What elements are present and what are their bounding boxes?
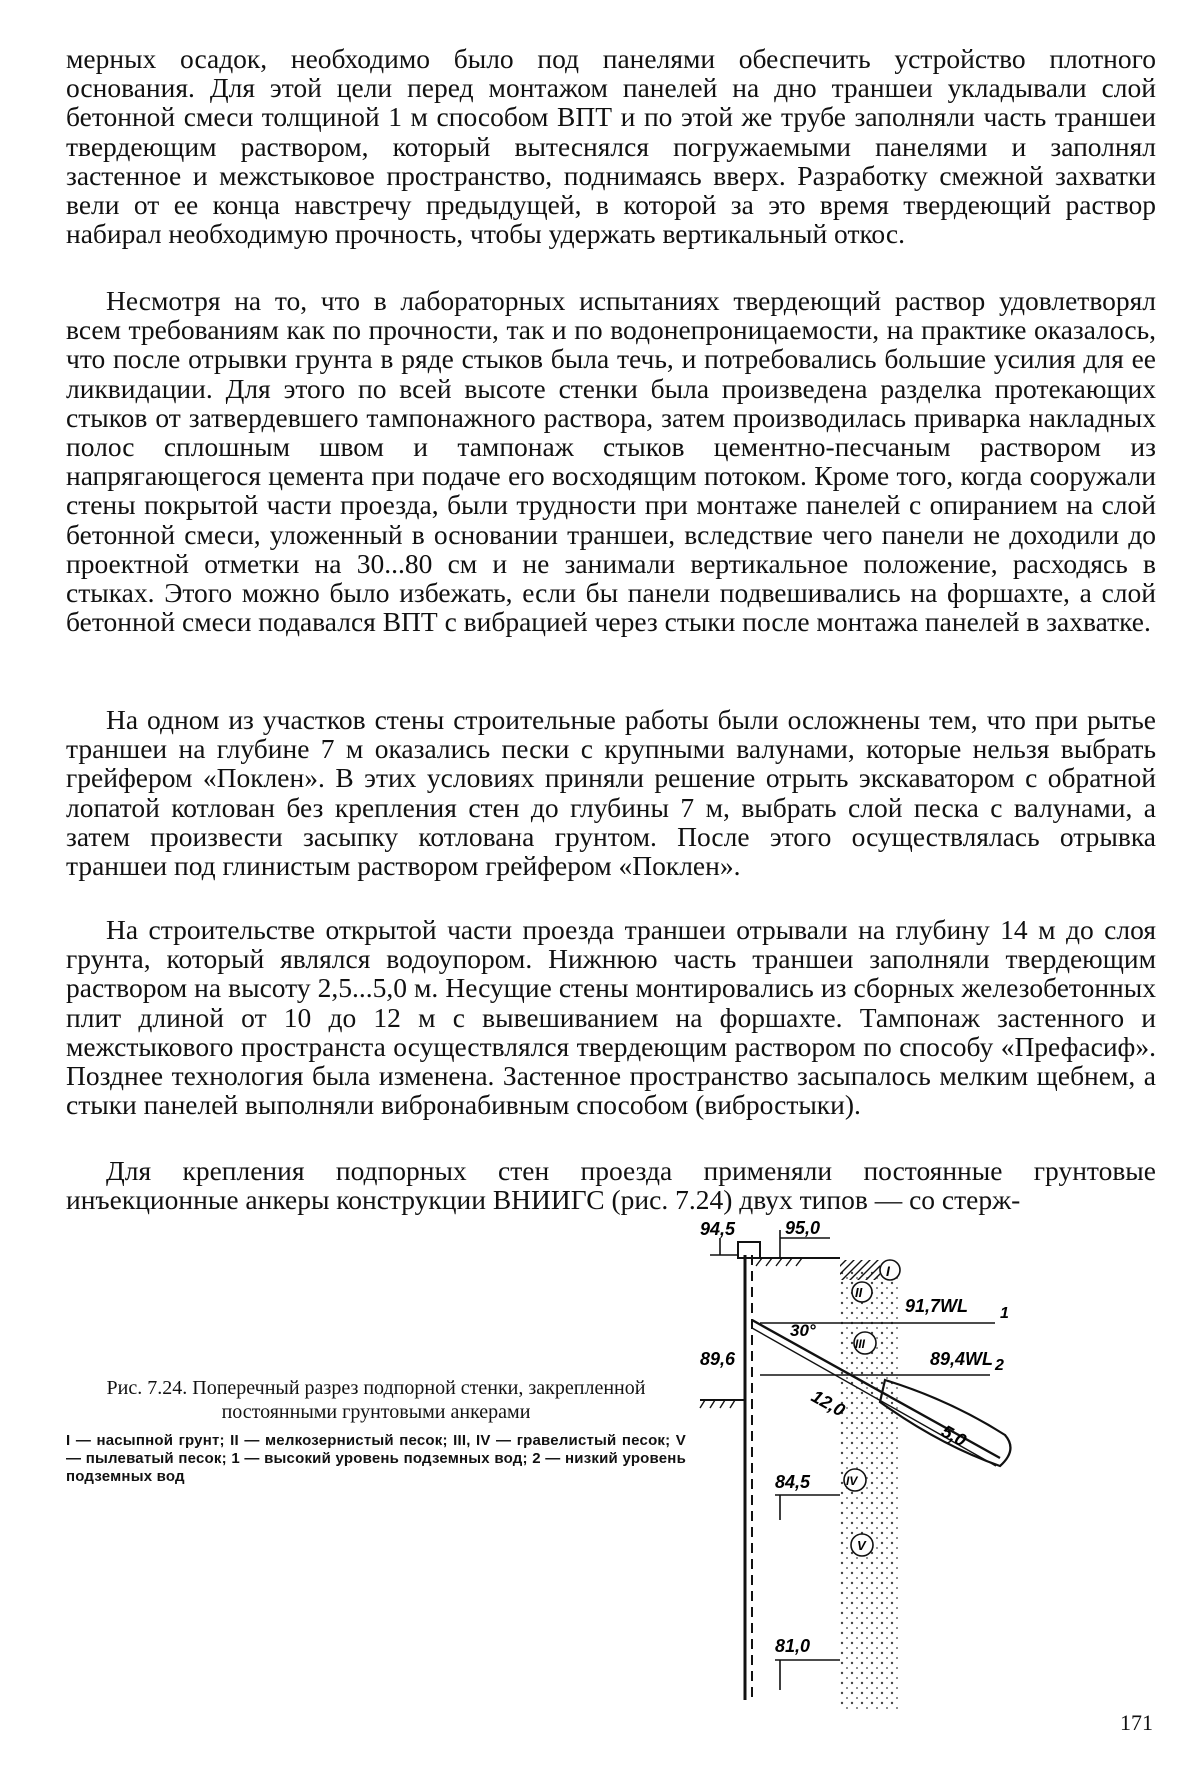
- elevation-label: 81,0: [775, 1636, 811, 1656]
- soil-layer-marker: [852, 1282, 872, 1302]
- high-water-level-marker: 1: [1000, 1305, 1009, 1322]
- elevation-label: 89,4WL: [930, 1349, 994, 1369]
- svg-text:II: II: [855, 1285, 863, 1300]
- soil-layer-marker: [854, 1332, 876, 1354]
- elevation-label: 94,5: [700, 1219, 736, 1239]
- svg-text:V: V: [857, 1538, 866, 1553]
- retaining-wall-cross-section-figure: [700, 1218, 1170, 1720]
- elevation-marker-95-0: [780, 1218, 830, 1258]
- soil-layer-marker: [880, 1260, 900, 1280]
- page-number: 171: [1120, 1710, 1153, 1735]
- elevation-marker-81-0: [775, 1636, 840, 1690]
- elevation-label: 91,7WL: [905, 1296, 969, 1316]
- svg-text:IV: IV: [846, 1474, 858, 1488]
- soil-layer-marker: [851, 1534, 873, 1556]
- body-paragraph: Несмотря на то, что в лабораторных испытаниях твердеющий раствор удовлетворял всем требованиям как по прочности, так и по водонепроницаемости, на практике оказалось, что после отрывки грунта в ряде стыков была течь, и потребовались большие усилия для ее ликвидации. Для этого по всей высоте стенки была произведена разделка протекающих стыков от затвердевшего тампонажного раствора, затем производилась приварка накладных полос сплошным швом и тампонаж стыков цементно-песчаным раствором из напрягающегося цемента при подаче его восходящим потоком. Кроме того, когда сооружали стены покрытой части проезда, были трудности при монтаже панелей с опиранием на слой бетонной смеси, уложенный в основании траншеи, вследствие чего панели не доходили до проектной отметки на 30...80 см и не занимали вертикальное положение, расходясь в стыках. Этого можно было избежать, если бы панели подвешивались на форшахте, а слой бетонной смеси подавался ВПТ с вибрацией через стыки после монтажа панелей в захватке.: [66, 285, 1156, 638]
- elevation-label: 95,0: [785, 1218, 821, 1238]
- figure-caption-title: Рис. 7.24. Поперечный разрез подпорной стенки, закрепленной постоянными грунтовыми анкерами: [106, 1377, 646, 1423]
- elevation-marker-84-5: [775, 1472, 840, 1520]
- elevation-marker-94-5: [700, 1219, 738, 1255]
- body-paragraph: На одном из участков стены строительные работы были осложнены тем, что при рытье траншеи на глубине 7 м оказались пески с крупными валунами, которые нельзя выбрать грейфером «Поклен». В этих условиях приняли решение отрыть экскаватором с обратной лопатой котлован без крепления стен до глубины 7 м, выбрать слой песка с валунами, а затем произвести засыпку котлована грунтом. После этого осуществлялась отрывка траншеи под глинистым раствором грейфером «Поклен».: [66, 704, 1156, 882]
- figure-caption-legend: I — насыпной грунт; II — мелкозернистый песок; III, IV — гравелистый песок; V — пылеватый песок; 1 — высокий уровень подземных вод; 2 — низкий уровень подземных вод: [66, 1432, 686, 1485]
- grout-length-label: 5,0: [938, 1421, 970, 1451]
- svg-text:III: III: [855, 1337, 866, 1351]
- svg-text:I: I: [886, 1263, 890, 1279]
- wall-cap: [738, 1242, 760, 1258]
- elevation-label: 84,5: [775, 1472, 811, 1492]
- low-water-level-marker: 2: [995, 1357, 1004, 1374]
- excavation-hatch: [700, 1400, 735, 1408]
- anchor-length-label: 12,0: [808, 1386, 849, 1421]
- body-paragraph: мерных осадок, необходимо было под панелями обеспечить устройство плотного основания. Для этой цели перед монтажом панелей на дно траншеи укладывали слой бетонной смеси толщиной 1 м способом ВПТ и по этой же трубе заполняли часть траншеи твердеющим раствором, который вытеснялся погружаемыми панелями и заполнял застенное и межстыковое пространство, поднимаясь вверх. Разработку смежной захватки вели от ее конца навстречу предыдущей, в которой за это время твердеющий раствор набирал необходимую прочность, чтобы удержать вертикальный откос.: [66, 43, 1156, 250]
- body-paragraph: На строительстве открытой части проезда траншеи отрывали на глубину 14 м до слоя грунта, который являлся водоупором. Нижнюю часть траншеи заполняли твердеющим раствором на высоту 2,5...5,0 м. Несущие стены монтировались из сборных железобетонных плит длиной от 10 до 12 м с вывешиванием на форшахте. Тампонаж застенного и межстыкового пространста осуществлялся твердеющим раствором по способу «Префасиф». Позднее технология была изменена. Застенное пространство засыпалось мелким щебнем, а стыки панелей выполняли вибронабивным способом (вибростыки).: [66, 914, 1156, 1121]
- fill-soil-hatch: [840, 1260, 880, 1280]
- ground-hatch: [756, 1258, 802, 1266]
- elevation-label: 89,6: [700, 1349, 736, 1369]
- figure-caption: [66, 1376, 686, 1486]
- soil-layer-marker: [844, 1469, 866, 1491]
- anchor-angle-label: 30°: [790, 1321, 816, 1340]
- body-paragraph: Для крепления подпорных стен проезда применяли постоянные грунтовые инъекционные анкеры конструкции ВНИИГС (рис. 7.24) двух типов — со стерж-: [66, 1155, 1156, 1216]
